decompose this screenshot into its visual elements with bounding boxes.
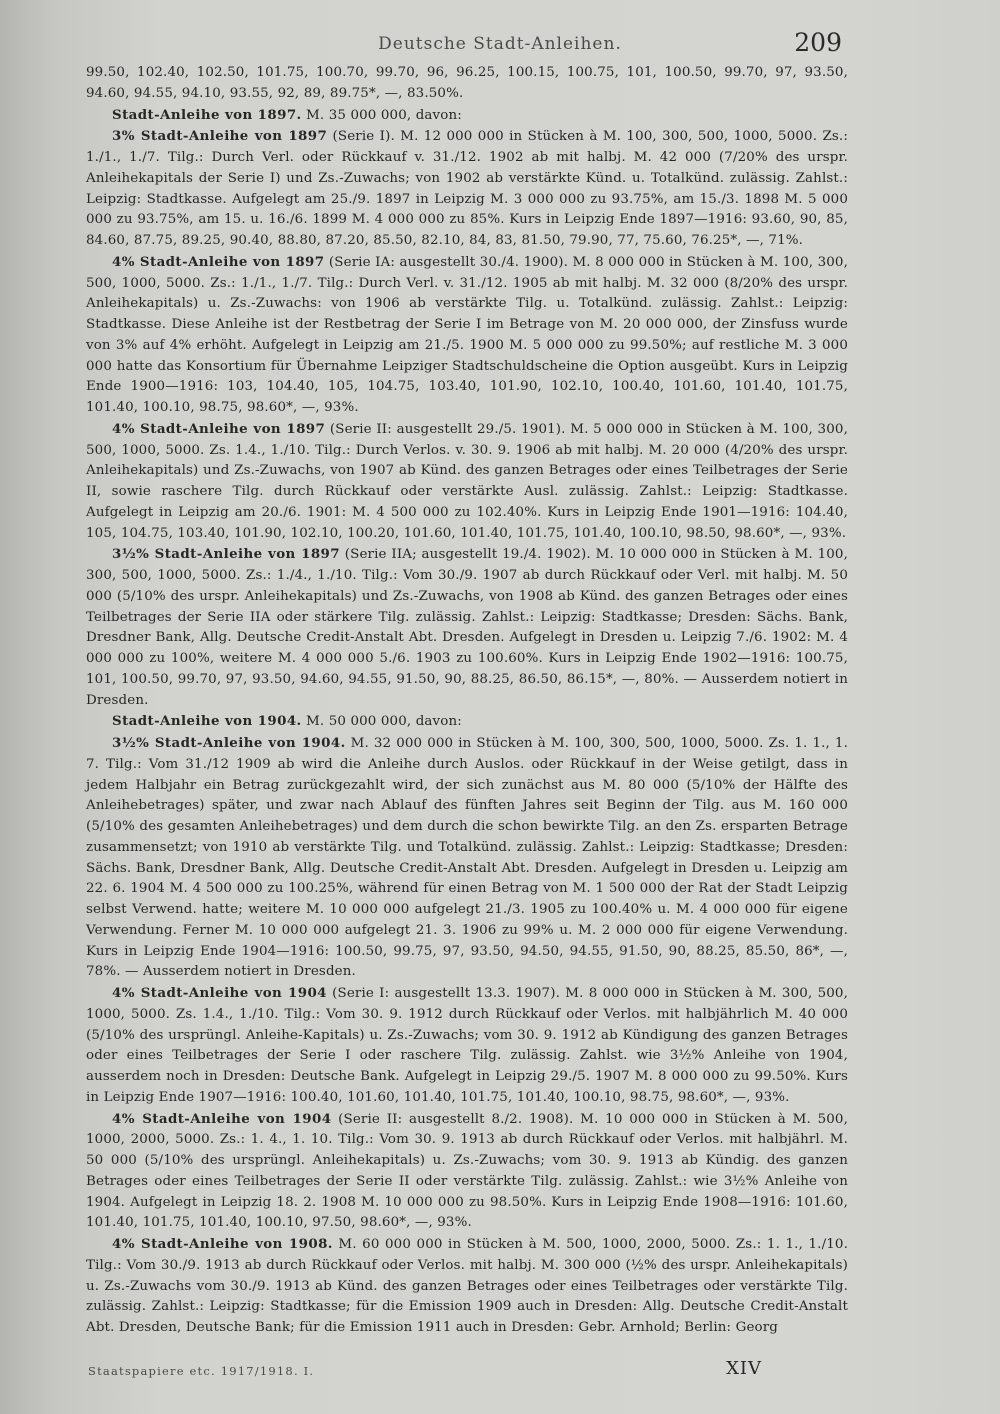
paragraph-text: M. 32 000 000 in Stücken à M. 100, 300, 500, 1000, 5000. Zs. 1. 1., 1. 7. Tilg.: Vom 31./12 1909 ab wird die Anleihe durch Auslos. oder Rückkauf in der Weise getilgt, dass in jedem Halbjahr ein Betrag zurückgezahlt wird, der sich zunächst aus M. 80 000 (5/10% der Hälfte des Anleihebetrages) später, und zwar nach Ablauf des fünften Jahres seit Beginn der Tilg. aus M. 160 000 (5/10% des gesamten Anleihebetrages) und dem durch die schon bewirkte Tilg. an den Zs. ersparten Betrage zusammensetzt; von 1910 ab verstärkte Tilg. und Totalkünd. zulässig. Zahlst.: Leipzig: Stadtkasse; Dresden: Sächs. Bank, Dresdner Bank, Allg. Deutsche Credit-Anstalt Abt. Dresden. Aufgelegt in Dresden u. Leipzig am 22. 6. 1904 M. 4 500 000 zu 100.25%, während für einen Betrag von M. 1 500 000 der Rat der Stadt Leipzig selbst Verwend. hatte; weitere M. 10 000 000 aufgelegt 21./3. 1905 zu 100.40% u. M. 4 000 000 für eigene Verwendung. Ferner M. 10 000 000 aufgelegt 21. 3. 1906 zu 99% u. M. 2 000 000 für eigene Verwendung. Kurs in Leipzig Ende 1904—1916: 100.50, 99.75, 97, 93.50, 94.50, 94.55, 91.50, 90, 88.25, 85.50, 86*, —, 78%. — Ausserdem notiert in Dresden. bbox=[86, 736, 848, 980]
paragraph bbox=[86, 1109, 848, 1235]
paragraph-heading: 3½% Stadt-Anleihe von 1897 bbox=[112, 546, 340, 563]
paragraph bbox=[86, 105, 848, 127]
page-header bbox=[0, 26, 1000, 56]
paragraph-heading: 4% Stadt-Anleihe von 1908. bbox=[112, 1236, 333, 1252]
paragraph bbox=[86, 126, 848, 252]
paragraph bbox=[86, 544, 848, 711]
paragraph-text: M. 60 000 000 in Stücken à M. 500, 1000, 2000, 5000. Zs.: 1. 1., 1./10. Tilg.: Vom 30./9. 1913 ab durch Rückkauf oder Verlos. mit halbj. M. 300 000 (½% des urspr. Anleihekapitals) u. Zs.-Zuwachs vom 30./9. 1913 ab Künd. des ganzen Betrages oder eines Teilbetrages oder verstärkte Tilg. zulässig. Zahlst.: Leipzig: Stadtkasse; für die Emission 1909 auch in Dresden: Allg. Deutsche Credit-Anstalt Abt. Dresden, Deutsche Bank; für die Emission 1911 auch in Dresden: Gebr. Arnhold; Berlin: Georg bbox=[86, 1237, 848, 1335]
page-number: 209 bbox=[794, 28, 842, 57]
signature-mark: XIV bbox=[726, 1358, 762, 1379]
paragraph-heading: Stadt-Anleihe von 1904. bbox=[112, 713, 302, 730]
paragraph-heading: Stadt-Anleihe von 1897. bbox=[112, 106, 302, 123]
paragraph-text: (Serie II: ausgestellt 29./5. 1901). M. 5 000 000 in Stücken à M. 100, 300, 500, 1000, 5000. Zs. 1.4., 1./10. Tilg.: Durch Verlos. v. 30. 9. 1906 ab mit halbj. M. 20 000 (4/20% des urspr. Anleihekapitals) und Zs.-Zuwachs, von 1907 ab Künd. des ganzen Betrages oder eines Teilbetrages der Serie II, sowie raschere Tilg. durch Rückkauf oder verstärkte Ausl. zulässig. Zahlst.: Leipzig: Stadtkasse. Aufgelegt in Leipzig am 20./6. 1901: M. 4 500 000 zu 102.40%. Kurs in Leipzig Ende 1901—1916: 104.40, 105, 104.75, 103.40, 101.90, 102.10, 100.20, 101.60, 101.40, 101.75, 101.40, 100.10, 98.50, 98.60*, —, 93%. bbox=[86, 421, 848, 541]
paragraph bbox=[86, 1234, 848, 1339]
footer-imprint: Staatspapiere etc. 1917/1918. I. bbox=[88, 1364, 315, 1378]
paragraph-text: (Serie I: ausgestellt 13.3. 1907). M. 8 000 000 in Stücken à M. 300, 500, 1000, 5000. Zs. 1.4., 1./10. Tilg.: Vom 30. 9. 1912 durch Rückkauf oder Verlos. mit halbjährlich M. 40 000 (5/10% des ursprüngl. Anleihe-Kapitals) u. Zs.-Zuwachs; vom 30. 9. 1912 ab Kündigung des ganzen Betrages oder eines Teilbetrages der Serie I oder raschere Tilg. zulässig. Zahlst. wie 3½% Anleihe von 1904, ausserdem noch in Dresden: Deutsche Bank. Aufgelegt in Leipzig 29./5. 1907 M. 8 000 000 zu 99.50%. Kurs in Leipzig Ende 1907—1916: 100.40, 101.60, 101.40, 101.75, 101.40, 100.10, 98.75, 98.60*, —, 93%. bbox=[86, 986, 848, 1105]
paragraph bbox=[86, 252, 848, 419]
paragraph-heading: 4% Stadt-Anleihe von 1904 bbox=[112, 985, 327, 1001]
paragraph-heading: 3½% Stadt-Anleihe von 1904. bbox=[112, 735, 346, 751]
paragraph bbox=[86, 733, 848, 983]
paragraph-text: 99.50, 102.40, 102.50, 101.75, 100.70, 99.70, 96, 96.25, 100.15, 100.75, 101, 100.50, 99.70, 97, 93.50, 94.60, 94.55, 94.10, 93.55, 92, 89, 89.75*, —, 83.50%. bbox=[86, 65, 848, 101]
paragraph-heading: 3% Stadt-Anleihe von 1897 bbox=[112, 128, 328, 145]
page-footer bbox=[86, 1358, 848, 1388]
body-text bbox=[86, 62, 848, 1339]
paragraph-text: (Serie IA: ausgestellt 30./4. 1900). M. 8 000 000 in Stücken à M. 100, 300, 500, 1000, 5000. Zs.: 1./1., 1./7. Tilg.: Durch Verl. v. 31./12. 1905 ab mit halbj. M. 32 000 (8/20% des urspr. Anleihekapitals) u. Zs.-Zuwachs: von 1906 ab verstärkte Tilg. u. Totalkünd. zulässig. Zahlst.: Leipzig: Stadtkasse. Diese Anleihe ist der Restbetrag der Serie I im Betrage von M. 20 000 000, der Zinsfuss wurde von 3% auf 4% erhöht. Aufgelegt in Leipzig am 21./5. 1900 M. 5 000 000 zu 99.50%; auf restliche M. 3 000 000 hatte das Konsortium für Übernahme Leipziger Stadtschuldscheine die Option ausgeübt. Kurs in Leipzig Ende 1900—1916: 103, 104.40, 105, 104.75, 103.40, 101.90, 102.10, 100.40, 101.60, 101.40, 101.75, 101.40, 100.10, 98.75, 98.60*, —, 93%. bbox=[86, 254, 848, 415]
paragraph-heading: 4% Stadt-Anleihe von 1897 bbox=[112, 420, 326, 437]
paragraph-text: (Serie II: ausgestellt 8./2. 1908). M. 10 000 000 in Stücken à M. 500, 1000, 2000, 5000. Zs.: 1. 4., 1. 10. Tilg.: Vom 30. 9. 1913 ab durch Rückkauf oder Verlos. mit halbjährl. M. 50 000 (5/10% des ursprüngl. Anleihekapitals) u. Zs.-Zuwachs; vom 30. 9. 1913 ab Kündig. des ganzen Betrages oder eines Teilbetrages der Serie II oder verstärkte Tilg. zulässig. Zahlst.: wie 3½% Anleihe von 1904. Aufgelegt in Leipzig 18. 2. 1908 M. 10 000 000 zu 98.50%. Kurs in Leipzig Ende 1908—1916: 101.60, 101.40, 101.75, 101.40, 100.10, 97.50, 98.60*, —, 93%. bbox=[86, 1111, 848, 1231]
paragraph-heading: 4% Stadt-Anleihe von 1904 bbox=[112, 1110, 332, 1127]
paragraph bbox=[86, 62, 848, 105]
paragraph bbox=[86, 983, 848, 1109]
paragraph-text: (Serie IIA; ausgestellt 19./4. 1902). M. 10 000 000 in Stücken à M. 100, 300, 500, 1000, 5000. Zs.: 1./4., 1./10. Tilg.: Vom 30./9. 1907 ab durch Rückkauf oder Verl. mit halbj. M. 50 000 (5/10% des urspr. Anleihekapitals) und Zs.-Zuwachs, von 1908 ab Künd. des ganzen Betrages oder eines Teilbetrages der Serie IIA oder stärkere Tilg. zulässig. Zahlst.: Leipzig: Stadtkasse; Dresden: Sächs. Bank, Dresdner Bank, Allg. Deutsche Credit-Anstalt Abt. Dresden. Aufgelegt in Dresden u. Leipzig 7./6. 1902: M. 4 000 000 zu 100%, weitere M. 4 000 000 5./6. 1903 zu 100.60%. Kurs in Leipzig Ende 1902—1916: 100.75, 101, 100.50, 99.70, 97, 93.50, 94.60, 94.55, 91.50, 90, 88.25, 86.50, 86.15*, —, 80%. — Ausserdem notiert in Dresden. bbox=[86, 547, 848, 708]
running-title: Deutsche Stadt-Anleihen. bbox=[378, 34, 622, 54]
paragraph-text: M. 35 000 000, davon: bbox=[301, 107, 462, 123]
paragraph-heading: 4% Stadt-Anleihe von 1897 bbox=[112, 253, 325, 270]
paragraph bbox=[86, 419, 848, 545]
paragraph-text: (Serie I). M. 12 000 000 in Stücken à M. 100, 300, 500, 1000, 5000. Zs.: 1./1., 1./7. Tilg.: Durch Verl. oder Rückkauf v. 31./12. 1902 ab mit halbj. M. 42 000 (7/20% des urspr. Anleihekapitals der Serie I) und Zs.-Zuwachs; von 1902 ab verstärkte Künd. u. Totalkünd. zulässig. Zahlst.: Leipzig: Stadtkasse. Aufgelegt am 25./9. 1897 in Leipzig M. 3 000 000 zu 93.75%, am 15./3. 1898 M. 5 000 000 zu 93.75%, am 15. u. 16./6. 1899 M. 4 000 000 zu 85%. Kurs in Leipzig Ende 1897—1916: 93.60, 90, 85, 84.60, 87.75, 89.25, 90.40, 88.80, 87.20, 85.50, 82.10, 84, 83, 81.50, 79.90, 77, 75.60, 76.25*, —, 71%. bbox=[86, 129, 848, 248]
paragraph-text: M. 50 000 000, davon: bbox=[301, 714, 462, 730]
paragraph bbox=[86, 711, 848, 733]
